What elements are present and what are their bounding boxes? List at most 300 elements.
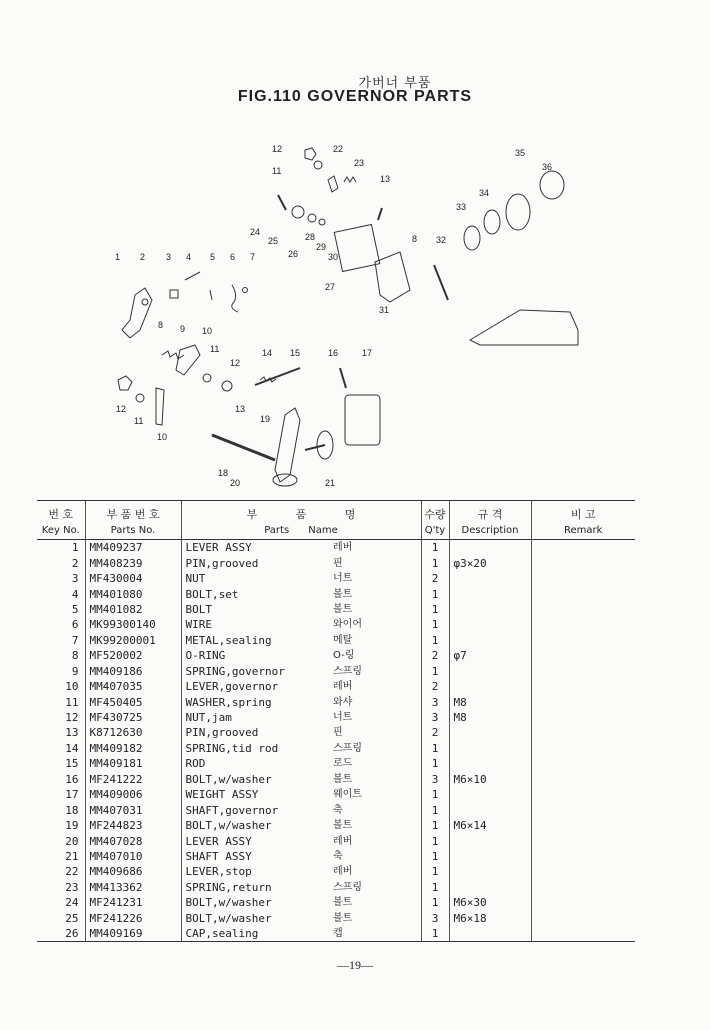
cell-qty: 1 [421,664,449,679]
header-desc-kr: 규 격 [449,501,531,523]
cell-part-no: MF430004 [85,571,181,586]
callout: 12 [116,404,127,414]
cell-part-name: BOLT,w/washer [181,911,329,926]
table-row [37,571,635,586]
cell-remark [531,571,635,586]
part-o-ring-28 [308,214,316,222]
callout: 20 [230,478,241,488]
cell-part-name: SHAFT ASSY [181,849,329,864]
part-gasket [375,252,410,302]
header-remark: Remark [531,522,635,540]
callout: 15 [290,348,301,358]
cell-remark [531,926,635,942]
cell-remark [531,633,635,648]
cell-part-no: MM413362 [85,880,181,895]
callout: 32 [436,235,447,245]
cell-remark [531,772,635,787]
cell-key-no: 23 [65,880,79,894]
cell-qty: 1 [421,633,449,648]
table-row [37,694,635,709]
cell-part-no: MF241231 [85,895,181,910]
cell-remark [531,725,635,740]
cell-part-name-kr: 너트 [333,573,353,585]
cell-description [449,540,531,556]
cell-part-name-kr: 너트 [333,712,353,724]
part-lever-stop [328,176,338,192]
part-ring-34 [484,210,500,234]
cell-description: M6×30 [449,895,531,910]
cell-part-no: MM401080 [85,586,181,601]
cell-part-no: MF244823 [85,818,181,833]
cell-description: φ7 [449,648,531,663]
part-sleeve-35 [506,194,530,230]
cell-key-no: 20 [65,834,79,848]
callout: 13 [235,404,246,414]
part-bolt [210,290,212,300]
part-bolt-washer [340,368,346,388]
part-nut [170,290,178,298]
header-part-no-kr: 부 품 번 호 [85,501,181,523]
cell-part-name-kr: 스프링 [333,665,362,677]
part-bolt-24 [278,195,286,210]
cell-key-no: 3 [71,572,79,586]
table-row [37,555,635,570]
cell-part-no: MF241222 [85,772,181,787]
cell-part-name: LEVER ASSY [181,833,329,848]
cell-remark [531,679,635,694]
cell-part-name-kr: 볼트 [333,603,353,615]
cell-qty: 2 [421,679,449,694]
cell-description [449,787,531,802]
part-weight-assy [345,395,380,445]
cell-key-no: 17 [65,788,79,802]
page-number: —19— [337,958,373,972]
callout: 11 [210,344,220,354]
parts-table [37,500,635,942]
table-row [37,710,635,725]
callout: 17 [362,348,373,358]
callout: 35 [515,148,526,158]
table-row [37,725,635,740]
cell-part-name: METAL,sealing [181,633,329,648]
cell-part-name-kr: 축 [333,804,343,816]
cell-qty: 1 [421,802,449,817]
cell-part-name: LEVER,governor [181,679,329,694]
cell-part-no: MF520002 [85,648,181,663]
cell-qty: 1 [421,540,449,556]
cell-key-no: 14 [65,741,79,755]
cell-key-no: 22 [65,865,79,879]
callout: 25 [268,236,279,246]
cell-description [449,833,531,848]
cell-part-name: LEVER ASSY [181,540,329,556]
cell-part-name-kr: 볼트 [333,773,353,785]
callout: 11 [272,166,282,176]
diagram-drawing [118,148,578,486]
callout-labels [115,144,552,488]
part-wire [232,285,238,312]
cell-qty: 3 [421,772,449,787]
callout: 5 [210,252,216,262]
cell-qty: 2 [421,648,449,663]
callout: 8 [412,234,418,244]
cell-key-no: 24 [65,896,79,910]
part-cover-plate [334,224,379,271]
callout: 10 [202,326,213,336]
table-row [37,540,635,556]
cell-remark [531,694,635,709]
cell-key-no: 5 [71,602,79,616]
cell-part-name-kr: O-링 [333,650,355,662]
callout: 7 [250,252,256,262]
callout: 26 [288,249,299,259]
cell-part-name-kr: 스프링 [333,742,362,754]
callout: 4 [186,252,192,262]
cell-remark [531,787,635,802]
callout: 21 [325,478,336,488]
cell-description [449,849,531,864]
table-row [37,633,635,648]
cell-description [449,864,531,879]
cell-part-name-kr: 로드 [333,758,353,770]
callout: 36 [542,162,553,172]
cell-part-no: MK99200001 [85,633,181,648]
part-cap-sealing [292,206,304,218]
callout: 8 [158,320,164,330]
part-washer-top [314,161,322,169]
cell-remark [531,586,635,601]
cell-remark [531,540,635,556]
cell-key-no: 18 [65,803,79,817]
cell-key-no: 13 [65,726,79,740]
part-lever-assy [122,288,152,338]
table-row [37,880,635,895]
cell-description [449,880,531,895]
cell-part-name-kr: 볼트 [333,897,353,909]
cell-key-no: 10 [65,680,79,694]
callout: 11 [134,416,144,426]
cell-description [449,586,531,601]
table-row [37,864,635,879]
header-remark-kr: 비 고 [531,501,635,523]
cell-qty: 1 [421,926,449,942]
cell-part-name: PIN,grooved [181,725,329,740]
cell-key-no: 9 [71,664,79,678]
cell-part-name: BOLT [181,602,329,617]
part-shaft-assy-axis [305,445,325,450]
cell-part-name: SPRING,tid rod [181,741,329,756]
part-bolt-set [185,272,200,280]
part-pin-13 [378,208,382,220]
cell-description [449,741,531,756]
cell-qty: 3 [421,911,449,926]
callout: 9 [180,324,186,334]
cell-part-name-kr: 핀 [333,557,343,569]
header-qty-kr: 수량 [421,501,449,523]
table-row [37,586,635,601]
cell-part-name: O-RING [181,648,329,663]
cell-key-no: 19 [65,819,79,833]
header-part-no: Parts No. [85,522,181,540]
cell-part-no: MF241226 [85,911,181,926]
cell-description [449,679,531,694]
cell-key-no: 12 [65,711,79,725]
table-row [37,756,635,771]
table-row [37,787,635,802]
cell-part-name-kr: 캡 [329,926,421,942]
page-title: FIG.110 GOVERNOR PARTS [237,88,473,105]
cell-remark [531,802,635,817]
cell-part-no: MM409006 [85,787,181,802]
cell-remark [531,818,635,833]
cell-part-name: WASHER,spring [181,694,329,709]
cell-part-name: LEVER,stop [181,864,329,879]
cell-remark [531,648,635,663]
cell-part-name: SPRING,governor [181,664,329,679]
cell-description: M8 [449,710,531,725]
cell-qty: 1 [421,586,449,601]
cell-key-no: 4 [71,587,79,601]
page-title-korean: 가버너 부품 [358,76,432,91]
cell-part-no: MM409186 [85,664,181,679]
cell-part-no: MM408239 [85,555,181,570]
header-key-kr: 번 호 [37,501,85,523]
cell-qty: 3 [421,710,449,725]
callout: 27 [325,282,336,292]
cell-qty: 1 [421,741,449,756]
cell-qty: 1 [421,602,449,617]
cell-remark [531,833,635,848]
part-nut-lower [118,376,132,390]
cell-key-no: 1 [71,541,79,555]
part-lever-assy-20 [275,408,300,482]
cell-qty: 1 [421,818,449,833]
table-row [37,648,635,663]
cell-part-name: NUT [181,571,329,586]
cell-part-no: MM409181 [85,756,181,771]
cell-part-name-kr: 레버 [333,866,353,878]
cell-description [449,633,531,648]
cell-key-no: 2 [71,556,79,570]
cell-qty: 1 [421,864,449,879]
callout: 1 [115,252,121,262]
part-pin [142,299,148,305]
cell-part-name: BOLT,w/washer [181,772,329,787]
cell-key-no: 7 [71,633,79,647]
cell-part-name: BOLT,w/washer [181,818,329,833]
cell-description: φ3×20 [449,555,531,570]
cell-qty: 1 [421,787,449,802]
cell-part-no: MM407035 [85,679,181,694]
table-row [37,818,635,833]
cell-key-no: 8 [71,649,79,663]
cell-part-no: MM407010 [85,849,181,864]
part-lever-lower [156,388,164,425]
table-row [37,679,635,694]
callout: 16 [328,348,339,358]
cell-part-name: PIN,grooved [181,555,329,570]
table-row [37,664,635,679]
callout: 6 [230,252,236,262]
cell-part-name-kr: 레버 [333,681,353,693]
part-lever-hub [273,474,297,486]
cell-part-name: BOLT,w/washer [181,895,329,910]
table-row [37,602,635,617]
table-row [37,849,635,864]
cell-remark [531,741,635,756]
part-spring-governor [162,351,184,359]
cell-remark [531,756,635,771]
callout: 34 [479,188,490,198]
header-qty: Q'ty [421,522,449,540]
cell-qty: 1 [421,849,449,864]
part-housing [470,310,578,345]
part-nut-jam [222,381,232,391]
cell-description [449,802,531,817]
cell-part-name: BOLT,set [181,586,329,601]
cell-qty: 1 [421,617,449,632]
cell-description [449,617,531,632]
part-o-ring-29 [319,219,325,225]
cell-part-name-kr: 핀 [333,727,343,739]
part-cap-36 [540,171,564,199]
cell-remark [531,602,635,617]
callout: 3 [166,252,172,262]
part-washer [203,374,211,382]
cell-part-name: CAP,sealing [181,926,329,942]
cell-part-no: MM407031 [85,802,181,817]
cell-part-no: MF430725 [85,710,181,725]
cell-key-no: 16 [65,772,79,786]
part-shaft-32 [434,265,448,300]
table-row [37,895,635,910]
cell-part-name-kr: 축 [333,850,343,862]
header-key: Key No. [37,522,85,540]
cell-part-no: MM407028 [85,833,181,848]
cell-description [449,664,531,679]
cell-description: M6×14 [449,818,531,833]
cell-remark [531,849,635,864]
callout: 14 [262,348,273,358]
part-washer-lower [136,394,144,402]
callout: 19 [260,414,271,424]
callout: 23 [354,158,365,168]
cell-description [449,756,531,771]
cell-part-name-kr: 볼트 [333,820,353,832]
callout: 10 [157,432,168,442]
cell-description [449,725,531,740]
callout: 22 [333,144,344,154]
cell-part-name-kr: 볼트 [333,588,353,600]
cell-part-name-kr: 웨이트 [333,789,362,801]
callout: 31 [379,305,390,315]
header-desc: Description [449,522,531,540]
part-nut-top [305,148,316,160]
table-row [37,617,635,632]
cell-part-name-kr: 레버 [333,835,353,847]
table-row [37,741,635,756]
cell-remark [531,880,635,895]
cell-qty: 3 [421,694,449,709]
callout: 33 [456,202,467,212]
cell-remark [531,895,635,910]
cell-qty: 1 [421,555,449,570]
part-metal-sealing [243,288,248,293]
cell-part-no: MM409237 [85,540,181,556]
cell-key-no: 26 [37,926,85,942]
table-row [37,772,635,787]
cell-qty: 1 [421,833,449,848]
cell-qty: 2 [421,725,449,740]
callout: 29 [316,242,327,252]
callout: 24 [250,227,261,237]
exploded-parts-diagram [100,140,580,500]
cell-part-no: MM409686 [85,864,181,879]
cell-remark [531,555,635,570]
cell-remark [531,864,635,879]
cell-qty: 1 [421,756,449,771]
cell-description [449,602,531,617]
cell-part-name: NUT,jam [181,710,329,725]
cell-part-name-kr: 와샤 [333,696,353,708]
callout: 2 [140,252,146,262]
cell-remark [531,664,635,679]
part-ring-33 [464,226,480,250]
cell-key-no: 21 [65,849,79,863]
header-name: Parts Name [181,522,421,540]
cell-remark [531,911,635,926]
cell-part-no: MM409182 [85,741,181,756]
cell-part-no: MK99300140 [85,617,181,632]
cell-description: M6×18 [449,911,531,926]
callout: 18 [218,468,229,478]
cell-description: M8 [449,694,531,709]
part-spring-return [344,177,356,182]
cell-part-name: WEIGHT ASSY [181,787,329,802]
cell-key-no: 15 [65,757,79,771]
cell-remark [531,617,635,632]
cell-key-no: 11 [65,695,79,709]
cell-description [449,571,531,586]
cell-part-no: K8712630 [85,725,181,740]
cell-part-name: WIRE [181,617,329,632]
cell-part-name: ROD [181,756,329,771]
table-row [37,802,635,817]
callout: 12 [272,144,283,154]
table-row [37,911,635,926]
cell-part-no: MM401082 [85,602,181,617]
cell-remark [531,710,635,725]
header-name-kr: 부 품 명 [181,501,421,523]
cell-qty: 1 [421,895,449,910]
cell-description [449,926,531,942]
cell-part-no: MM409169 [85,926,181,942]
cell-part-name-kr: 볼트 [333,912,353,924]
cell-part-name-kr: 메탈 [333,634,353,646]
cell-part-name: SHAFT,governor [181,802,329,817]
table-row [37,833,635,848]
part-shaft-governor [212,435,275,460]
cell-description: M6×10 [449,772,531,787]
cell-key-no: 6 [71,618,79,632]
cell-part-name-kr: 레버 [333,542,353,554]
part-rod [255,368,300,385]
part-lever-governor [176,345,200,375]
callout: 13 [380,174,391,184]
cell-part-no: MF450405 [85,694,181,709]
table-row [37,926,635,942]
cell-qty: 1 [421,880,449,895]
